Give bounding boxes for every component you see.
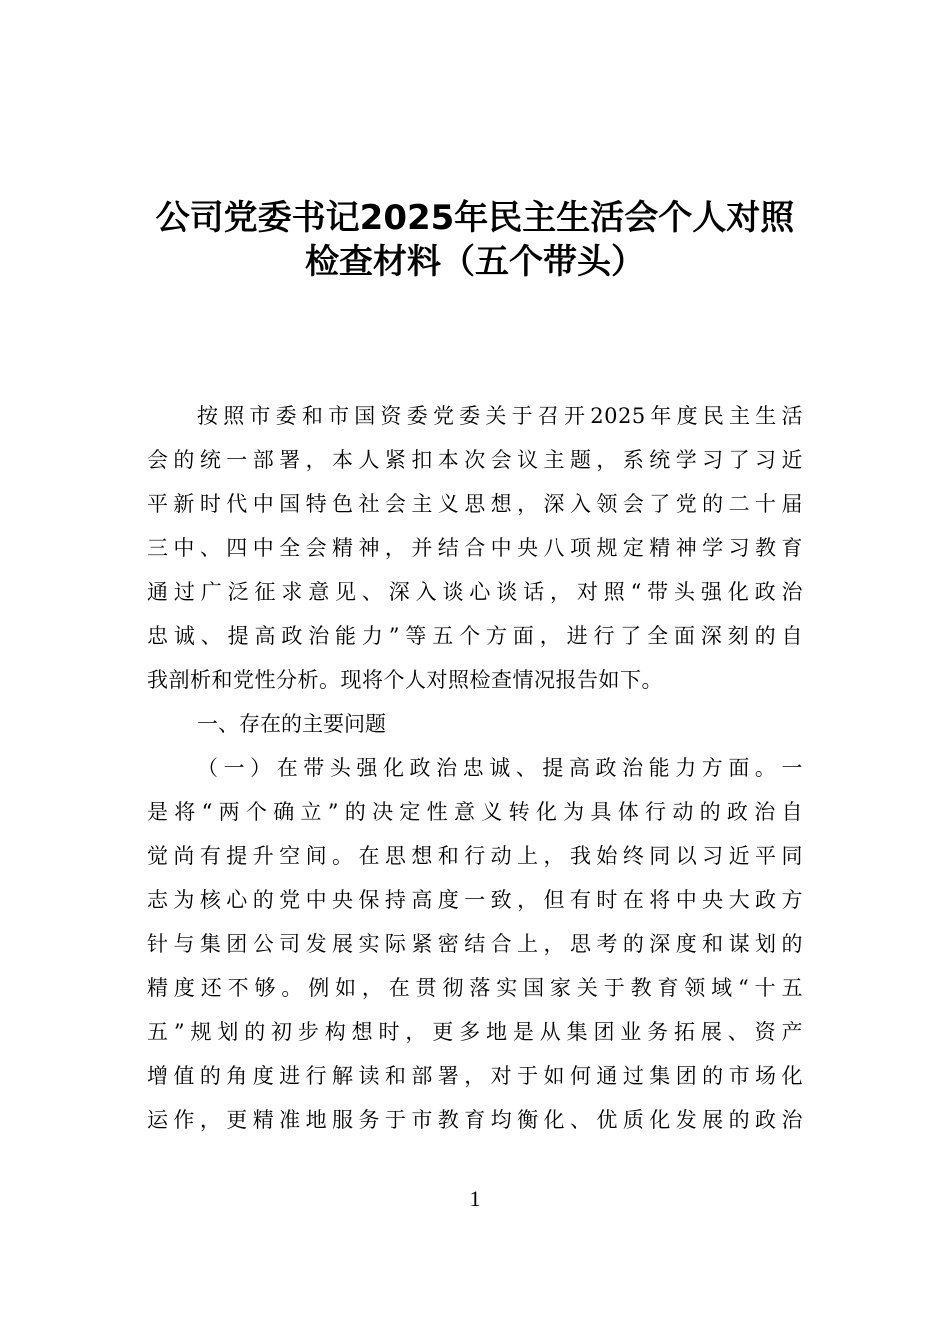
body-line: 是将“两个确立”的决定性意义转化为具体行动的政治自 — [147, 800, 803, 824]
intro-line: 按照市委和市国资委党委关于召开2025年度民主生活 — [197, 404, 803, 428]
subsection-first-line-tail: 一 — [781, 756, 803, 780]
body-line: 五”规划的初步构想时，更多地是从集团业务拓展、资产 — [147, 1020, 803, 1044]
subsection-heading-1: （一）在带头强化政治忠诚、提高政治能力方面。 — [197, 756, 782, 780]
body-line: 精度还不够。例如，在贯彻落实国家关于教育领域“十五 — [147, 976, 803, 1000]
page-number: 1 — [469, 1186, 481, 1211]
document-title-line-1: 公司党委书记2025年民主生活会个人对照 — [155, 198, 795, 238]
intro-line: 通过广泛征求意见、深入谈心谈话，对照“带头强化政治 — [147, 580, 803, 604]
body-line: 增值的角度进行解读和部署，对于如何通过集团的市场化 — [147, 1064, 803, 1088]
body-line: 觉尚有提升空间。在思想和行动上，我始终同以习近平同 — [147, 844, 803, 868]
intro-line: 三中、四中全会精神，并结合中央八项规定精神学习教育 — [147, 536, 803, 560]
subsection-first-line — [147, 746, 803, 790]
section-heading-1: 一、存在的主要问题 — [197, 712, 386, 736]
intro-line: 我剖析和党性分析。现将个人对照检查情况报告如下。 — [147, 668, 663, 692]
body-line: 志为核心的党中央保持高度一致，但有时在将中央大政方 — [147, 888, 803, 912]
intro-line: 会的统一部署，本人紧扣本次会议主题，系统学习了习近 — [147, 448, 803, 472]
intro-line: 平新时代中国特色社会主义思想，深入领会了党的二十届 — [147, 492, 803, 516]
document-title-line-2: 检查材料（五个带头） — [305, 242, 645, 282]
body-line: 运作，更精准地服务于市教育均衡化、优质化发展的政治 — [147, 1108, 803, 1132]
body-line: 针与集团公司发展实际紧密结合上，思考的深度和谋划的 — [147, 932, 803, 956]
intro-line: 忠诚、提高政治能力”等五个方面，进行了全面深刻的自 — [147, 624, 803, 648]
